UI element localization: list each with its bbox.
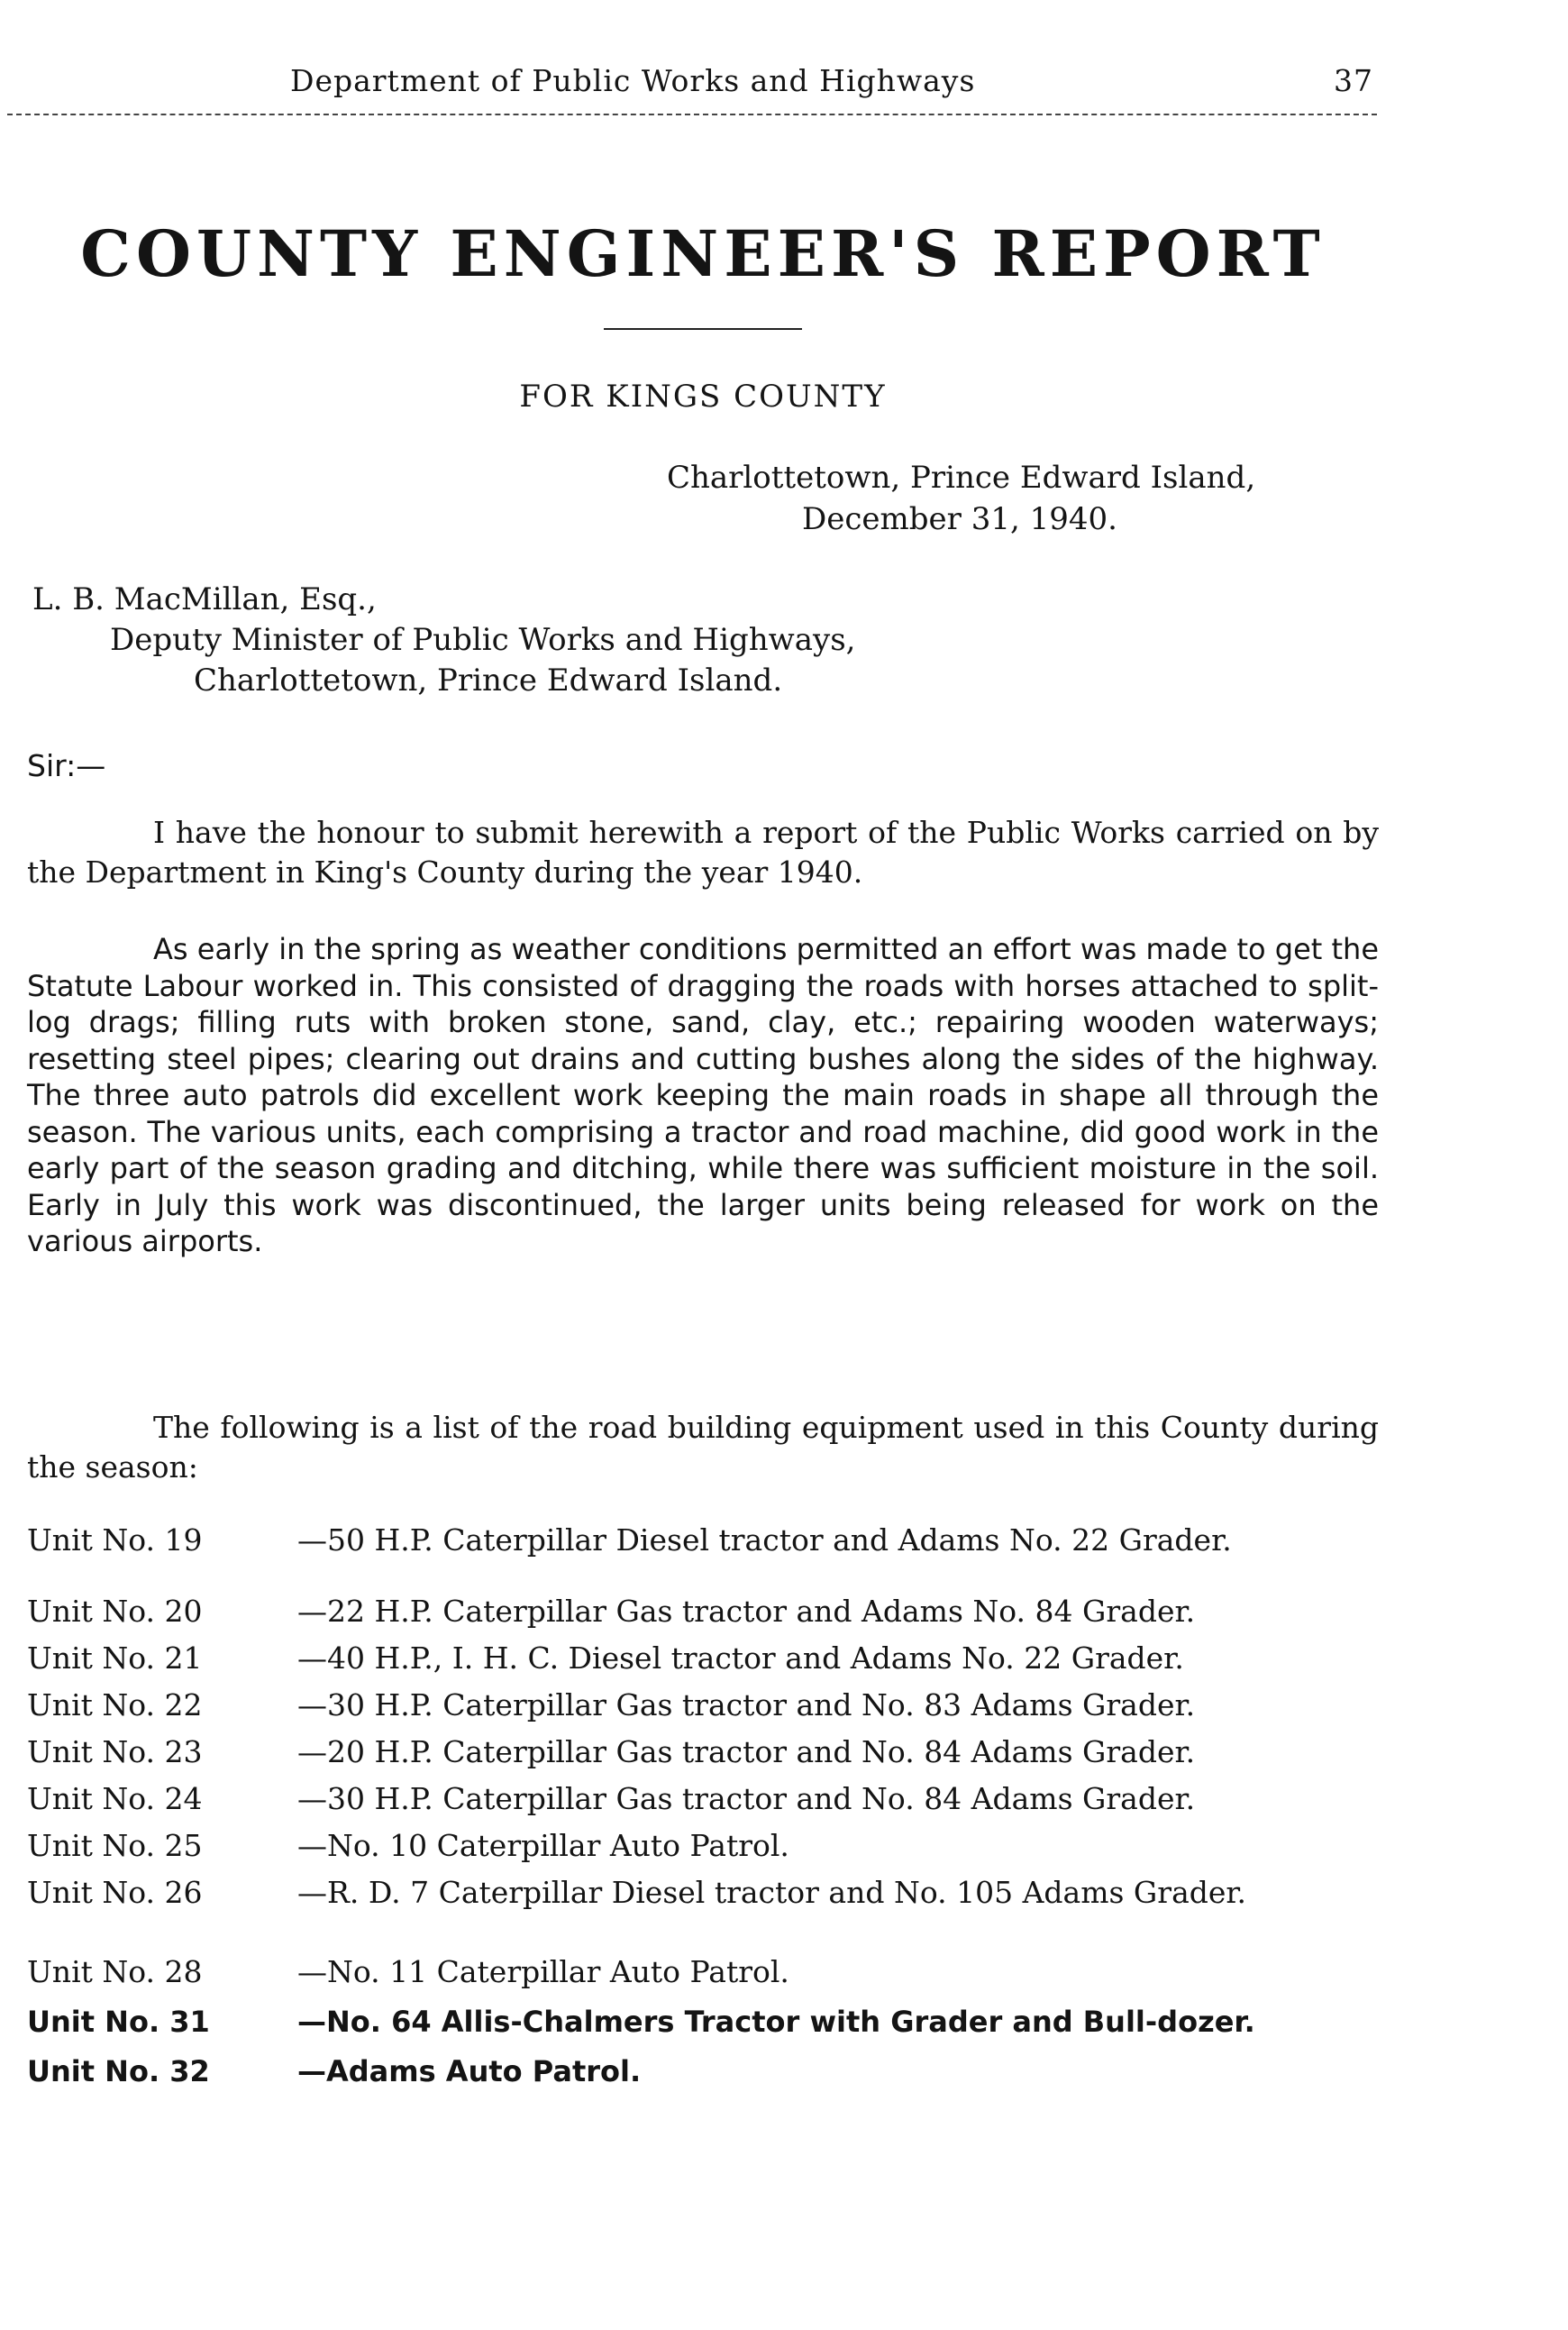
unit-label: Unit No. 25 <box>27 1828 203 1863</box>
unit-description: —40 H.P., I. H. C. Diesel tractor and Adams No. 22 Grader. <box>297 1640 1184 1676</box>
equipment-list <box>27 1523 1379 2101</box>
unit-description: —No. 64 Allis-Chalmers Tractor with Grader and Bull-dozer. <box>297 2005 1255 2039</box>
list-item <box>27 1594 1379 1641</box>
list-item <box>27 1641 1379 1688</box>
addressee-title: Deputy Minister of Public Works and Highways, <box>110 622 856 658</box>
list-item <box>27 1523 1379 1594</box>
unit-label: Unit No. 24 <box>27 1781 203 1816</box>
list-item <box>27 2005 1379 2054</box>
list-item <box>27 1782 1379 1829</box>
unit-description: —R. D. 7 Caterpillar Diesel tractor and No. 105 Adams Grader. <box>297 1875 1247 1910</box>
title-rule <box>604 328 802 330</box>
unit-description: —30 H.P. Caterpillar Gas tractor and No. 83 Adams Grader. <box>297 1687 1196 1722</box>
addressee-name: L. B. MacMillan, Esq., <box>32 581 377 617</box>
unit-description: —22 H.P. Caterpillar Gas tractor and Adams No. 84 Grader. <box>297 1594 1196 1629</box>
unit-label: Unit No. 31 <box>27 2005 210 2039</box>
list-item <box>27 1876 1379 1955</box>
unit-description: —30 H.P. Caterpillar Gas tractor and No. 84 Adams Grader. <box>297 1781 1196 1816</box>
unit-label: Unit No. 20 <box>27 1594 203 1629</box>
dateline-date: December 31, 1940. <box>802 501 1117 537</box>
list-item <box>27 1735 1379 1782</box>
unit-label: Unit No. 22 <box>27 1687 203 1722</box>
paragraph-statute-labour: As early in the spring as weather conditions permitted an effort was made to get the Statute Labour worked in. This consisted of dragging the roads with horses attached to split-log drags; filling ruts with broken stone, sand, clay, etc.; repairing wooden waterways; resetting steel pipes; clearing out drains and cutting bushes along the sides of the highway. The three auto patrols did excellent work keeping the main roads in shape all through the season. The various units, each comprising a tractor and road machine, did good work in the early part of the season grading and ditching, while there was sufficient moisture in the soil. Early in July this work was discontinued, the larger units being released for work on the various airports. <box>27 932 1379 1258</box>
addressee-location: Charlottetown, Prince Edward Island. <box>194 662 783 699</box>
unit-description: —20 H.P. Caterpillar Gas tractor and No. 84 Adams Grader. <box>297 1734 1196 1769</box>
unit-description: —No. 10 Caterpillar Auto Patrol. <box>297 1828 789 1863</box>
list-item <box>27 2054 1379 2101</box>
running-head <box>36 63 1388 110</box>
unit-label: Unit No. 26 <box>27 1875 203 1910</box>
list-item <box>27 1829 1379 1876</box>
unit-label: Unit No. 21 <box>27 1640 203 1676</box>
unit-description: —Adams Auto Patrol. <box>297 2054 642 2088</box>
running-title: Department of Public Works and Highways <box>290 63 976 98</box>
paragraph-intro: I have the honour to submit herewith a report of the Public Works carried on by the Department in King's County during the year 1940. <box>27 815 1379 890</box>
dateline-place: Charlottetown, Prince Edward Island, <box>667 460 1256 496</box>
unit-label: Unit No. 32 <box>27 2054 210 2088</box>
salutation: Sir:— <box>27 748 106 783</box>
list-item <box>27 1955 1379 2005</box>
unit-label: Unit No. 23 <box>27 1734 203 1769</box>
page-number: 37 <box>1334 63 1373 98</box>
header-rule <box>7 114 1377 115</box>
unit-label: Unit No. 19 <box>27 1522 203 1558</box>
list-item <box>27 1688 1379 1735</box>
paragraph-equipment-intro: The following is a list of the road building equipment used in this County during the season: <box>27 1410 1379 1485</box>
report-subtitle: FOR KINGS COUNTY <box>519 379 887 415</box>
unit-label: Unit No. 28 <box>27 1954 203 1989</box>
report-title: COUNTY ENGINEER'S REPORT <box>80 216 1326 291</box>
unit-description: —No. 11 Caterpillar Auto Patrol. <box>297 1954 789 1989</box>
unit-description: —50 H.P. Caterpillar Diesel tractor and Adams No. 22 Grader. <box>297 1522 1232 1558</box>
